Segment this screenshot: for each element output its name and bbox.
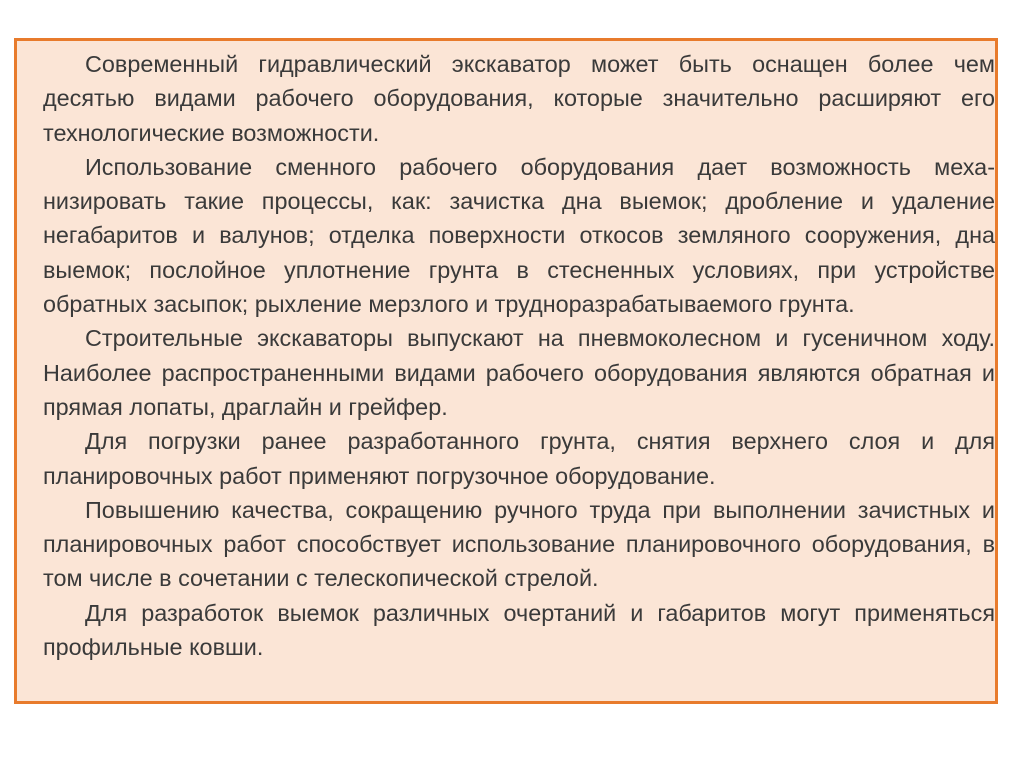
paragraph-2: Использование сменного рабочего оборудования дает возможность механизировать такие процессы, как: зачистка дна выемок; дробление и удаление негабаритов и валунов; отделка поверхности откосов земляного сооружения, дна выемок; послойное уплотнение грунта в стесненных условиях, при устройстве обратных засыпок; рыхление мерзлого и трудноразрабатываемого грунта. (43, 153, 995, 318)
paragraph-1: Современный гидравлический экскаватор может быть оснащен более чем десятью видами рабочего оборудования, которые значительно расширяют его технологические возможности. (43, 51, 995, 146)
paragraph-5: Повышению качества, сокращению ручного труда при выполнении зачистных и планировочных работ способствует использование планировочного оборудования, в том числе в сочетании с телескопической стрелой. (43, 496, 995, 592)
text-frame (14, 38, 998, 704)
paragraph-4: Для погрузки ранее разработанного грунта, снятия верхнего слоя и для планировочных работ применяют погрузочное оборудование. (43, 428, 995, 489)
text-block (43, 47, 995, 664)
paragraph-6: Для разработок выемок различных очертаний и габаритов могут применяться профильные ковши. (43, 599, 995, 661)
paragraph-3: Строительные экскаваторы выпускают на пневмоколесном и гусеничном ходу. Наиболее распространенными видами рабочего оборудования являются обратная и прямая лопаты, драглайн и грейфер. (43, 325, 995, 420)
